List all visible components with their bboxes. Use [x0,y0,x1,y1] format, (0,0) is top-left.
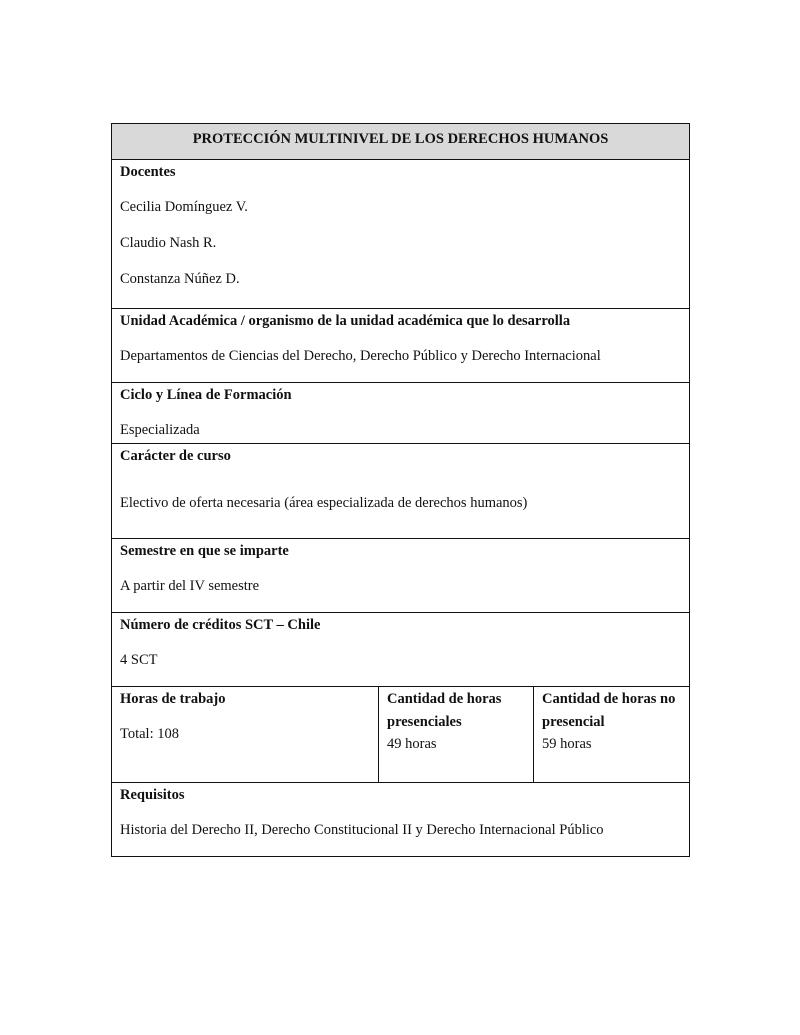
docentes-label: Docentes [120,164,176,180]
course-info-table [111,123,690,857]
caracter-cell [112,444,690,539]
semestre-value: A partir del IV semestre [120,578,260,594]
requisitos-value: Historia del Derecho II, Derecho Constitucional II y Derecho Internacional Público [120,822,604,838]
unidad-label: Unidad Académica / organismo de la unidad académica que lo desarrolla [120,313,571,329]
unidad-cell [112,309,690,383]
caracter-label: Carácter de curso [120,448,231,464]
horas-no-presencial-label-line-2: presencial [542,714,605,730]
ciclo-value: Especializada [120,422,200,438]
creditos-value: 4 SCT [120,652,158,668]
creditos-cell [112,613,690,687]
docentes-cell [112,160,690,309]
horas-trabajo-label: Horas de trabajo [120,691,226,707]
semestre-row [112,539,690,613]
horas-no-presencial-cell [534,687,690,783]
horas-row [112,687,690,783]
horas-presenciales-value: 49 horas [387,736,437,752]
unidad-row [112,309,690,383]
horas-presenciales-label-line-2: presenciales [387,714,462,730]
semestre-cell [112,539,690,613]
caracter-row [112,444,690,539]
caracter-value: Electivo de oferta necesaria (área especializada de derechos humanos) [120,495,528,511]
horas-no-presencial-value: 59 horas [542,736,592,752]
creditos-row [112,613,690,687]
semestre-label: Semestre en que se imparte [120,543,289,559]
ciclo-row [112,383,690,444]
course-syllabus-sheet [111,123,689,857]
title-row [112,124,690,160]
horas-no-presencial-label-line-1: Cantidad de horas no [542,691,676,707]
ciclo-cell [112,383,690,444]
unidad-value: Departamentos de Ciencias del Derecho, Derecho Público y Derecho Internacional [120,348,601,364]
requisitos-row [112,783,690,857]
horas-presenciales-cell [379,687,534,783]
horas-trabajo-value: Total: 108 [120,726,179,742]
ciclo-label: Ciclo y Línea de Formación [120,387,292,403]
horas-presenciales-label-line-1: Cantidad de horas [387,691,502,707]
docentes-row [112,160,690,309]
requisitos-label: Requisitos [120,787,185,803]
docente-name: Constanza Núñez D. [120,271,240,287]
docente-name: Cecilia Domínguez V. [120,199,248,215]
creditos-label: Número de créditos SCT – Chile [120,617,321,633]
requisitos-cell [112,783,690,857]
docente-name: Claudio Nash R. [120,235,217,251]
course-title: PROTECCIÓN MULTINIVEL DE LOS DERECHOS HUMANOS [112,124,690,160]
horas-trabajo-cell [112,687,379,783]
